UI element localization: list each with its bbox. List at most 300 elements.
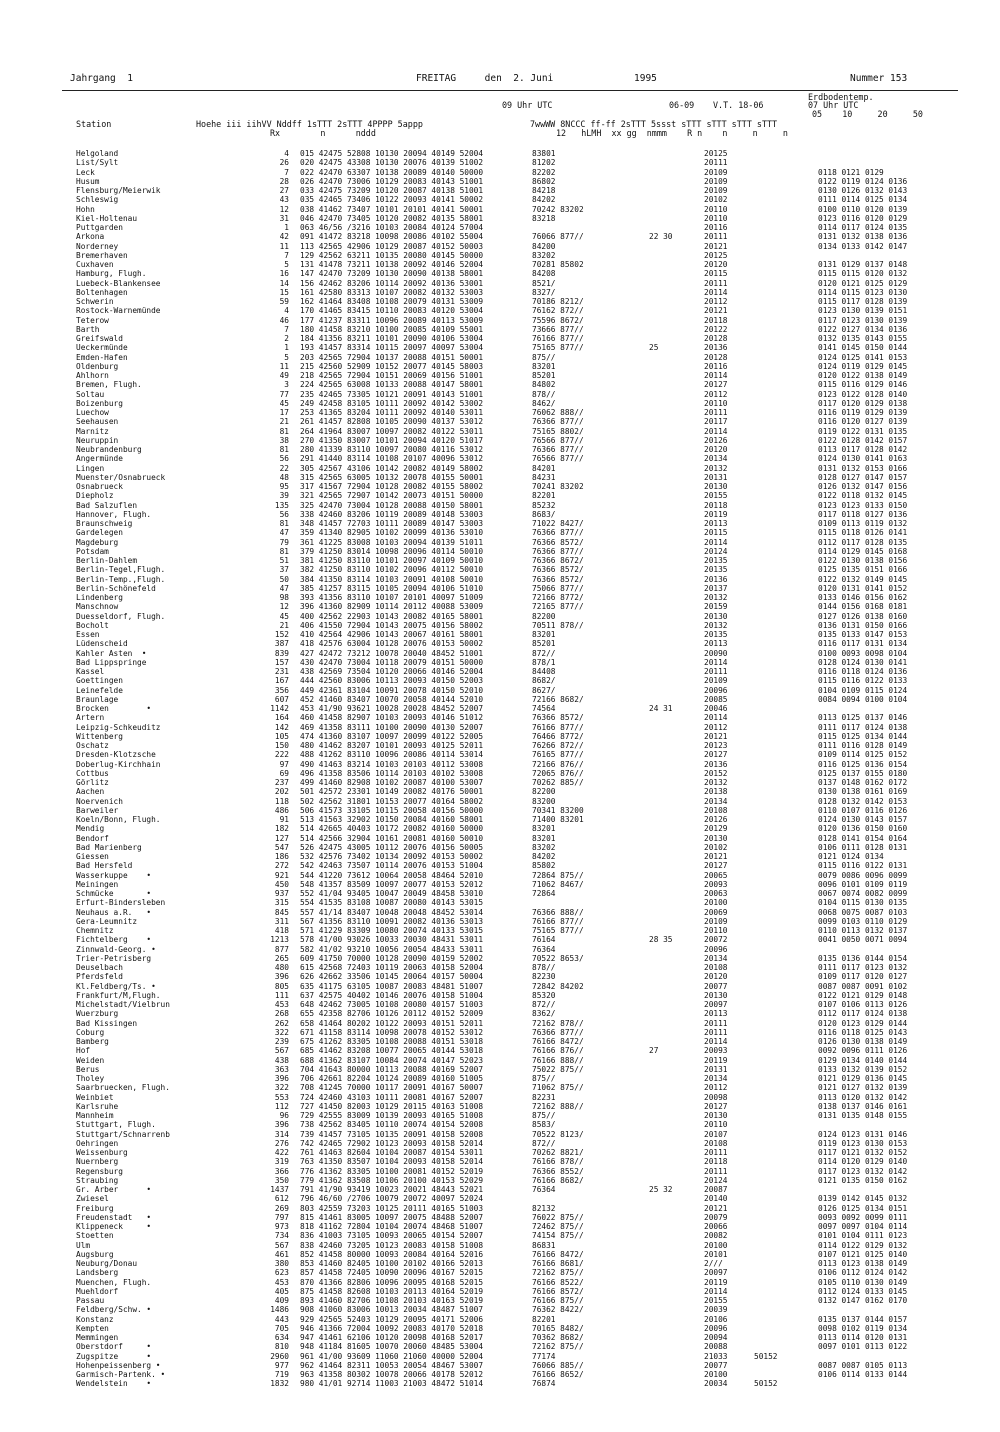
synop-groups: 548 41357 83509 10097 20077 40153 52012	[300, 879, 484, 889]
synop-groups: 980 41/01 92714 11003 21003 48472 51014	[300, 1379, 484, 1389]
table-row	[64, 1185, 954, 1194]
synop-groups: 026 42470 73006 10129 20083 40143 51001	[300, 176, 484, 186]
table-row	[64, 1370, 954, 1379]
station-name: Bad Hersfeld	[76, 861, 133, 871]
station-name: Feldberg/Schw. •	[76, 1305, 152, 1315]
synop-groups: 396 41360 82909 10114 20112 40088 53009	[300, 602, 484, 612]
station-elevation: 167	[274, 676, 289, 686]
extra-groups: 70262 8821/	[532, 1148, 584, 1157]
synop-groups: 637 42575 40402 10146 20076 40158 51004	[300, 990, 484, 1000]
date-label: FREITAG den 2. Juni	[416, 73, 554, 84]
station-elevation: 118	[274, 796, 289, 806]
soil-temps: 0099 0103 0110 0129	[818, 916, 908, 926]
synop-groups: 544 41220 73612 10064 20058 48464 52010	[300, 870, 484, 880]
soil-temps: 0130 0138 0161 0169	[818, 787, 908, 797]
station-name: Weiden	[76, 1055, 105, 1065]
soil-temps: 0098 0102 0119 0134	[818, 1323, 908, 1333]
station-elevation: 734	[274, 1231, 289, 1241]
extra-groups: 8521/	[532, 278, 556, 288]
synop-groups: 410 42564 42906 10143 20067 40161 58001	[300, 630, 484, 639]
soil-temps: 0122 0127 0134 0136	[818, 324, 908, 334]
station-elevation: 26	[279, 158, 289, 168]
station-name: Freudenstadt •	[76, 1212, 152, 1222]
extra-groups: 70165 8482/	[532, 1323, 584, 1333]
min-temp: 20152	[704, 768, 728, 778]
issue-number: Nummer 153	[850, 73, 908, 84]
station-name: Duesseldorf, Flugh.	[76, 611, 166, 621]
station-name: Tholey	[76, 1074, 105, 1083]
station-name: Greifswald	[76, 334, 123, 343]
synop-groups: 177 41237 83311 10096 20089 40113 53009	[300, 315, 484, 325]
extra-groups: 76165 877//	[532, 750, 584, 760]
station-elevation: 16	[279, 269, 289, 279]
extra-groups: 72162 878//	[532, 1018, 584, 1028]
min-temp: 20155	[704, 491, 728, 501]
soil-temps: 0123 0123 0133 0150	[818, 500, 908, 510]
station-name: Cuxhaven	[76, 260, 114, 269]
station-name: Bad Kissingen	[76, 1018, 138, 1028]
station-elevation: 350	[274, 1175, 289, 1185]
extra-groups: 74564	[532, 704, 556, 713]
station-name: Schwerin	[76, 297, 114, 306]
extra-groups: 875//	[532, 1111, 556, 1120]
soil-temps: 0106 0112 0124 0142	[818, 1268, 908, 1278]
extra-groups: 84202	[532, 195, 556, 205]
synop-groups: 156 42462 83206 10114 20092 40136 53001	[300, 278, 484, 288]
min-temp: 20116	[704, 223, 728, 232]
soil-temps: 0101 0104 0111 0123	[818, 1231, 908, 1241]
station-name: Doberlug-Kirchhain	[76, 759, 161, 769]
min-temp: 20100	[704, 898, 728, 908]
table-row	[64, 760, 954, 769]
min-temp: 20114	[704, 287, 728, 297]
min-temp: 20130	[704, 1111, 728, 1120]
station-elevation: 396	[274, 1074, 289, 1083]
min-temp: 20111	[704, 1018, 728, 1028]
station-name: Soltau	[76, 389, 105, 399]
synop-groups: 853 41460 82405 10100 20102 40166 52013	[300, 1259, 484, 1268]
station-elevation: 202	[274, 787, 289, 797]
min-temp: 20118	[704, 315, 728, 325]
station-name: Berlin-Dahlem	[76, 556, 138, 565]
table-row	[64, 1361, 954, 1370]
station-elevation: 5	[284, 260, 289, 269]
table-row	[64, 797, 954, 806]
synop-groups: 193 41457 83314 10115 20097 40097 53004	[300, 343, 484, 353]
synop-groups: 526 42475 43005 10112 20076 40156 50005	[300, 842, 484, 852]
synop-groups: 348 41457 72703 10111 20089 40147 53003	[300, 519, 484, 528]
extra-groups: 84200	[532, 241, 556, 251]
synop-groups: 406 41550 72904 10143 20075 40156 58002	[300, 620, 484, 630]
synop-groups: 170 41465 83415 10110 20083 40120 53004	[300, 306, 484, 316]
table-row	[64, 445, 954, 454]
station-name: Angermünde	[76, 454, 123, 464]
station-name: Chemnitz	[76, 926, 114, 935]
station-elevation: 607	[274, 694, 289, 704]
extra-groups: 76366 877//	[532, 445, 584, 454]
soil-temps: 0125 0137 0155 0180	[818, 768, 908, 778]
table-row	[64, 991, 954, 1000]
station-name: Oldenburg	[76, 361, 119, 371]
station-elevation: 486	[274, 805, 289, 815]
extra-groups: 76366 8572/	[532, 565, 584, 575]
station-elevation: 239	[274, 1037, 289, 1046]
table-row	[64, 269, 954, 278]
station-elevation: 81	[279, 426, 289, 436]
table-row	[64, 639, 954, 648]
station-elevation: 705	[274, 1323, 289, 1333]
extra-groups: 83202	[532, 842, 556, 852]
extra-groups: 75066 877//	[532, 583, 584, 593]
extra-groups: 8583/	[532, 1120, 556, 1130]
synop-groups: 502 42562 31801 10153 20077 40164 58002	[300, 796, 484, 806]
extra-groups: 8627/	[532, 685, 556, 695]
table-row	[64, 1046, 954, 1055]
synop-groups: 648 42462 73005 10108 20080 40157 51003	[300, 1000, 484, 1009]
synop-groups: 875 41458 82608 10103 20113 40164 52019	[300, 1286, 484, 1296]
min-temp: 20094	[704, 1333, 728, 1342]
synop-groups: 557 41/14 83407 10048 20048 48452 53014	[300, 907, 484, 917]
station-elevation: 3	[284, 380, 289, 390]
extra-groups: 75596 8672/	[532, 315, 584, 325]
station-elevation: 443	[274, 1314, 289, 1324]
extra-groups: 76566 877//	[532, 454, 584, 464]
soil-temps: 0117 0123 0130 0139	[818, 315, 908, 325]
soil-temps: 0138 0137 0146 0161	[818, 1101, 908, 1111]
table-row	[64, 390, 954, 399]
station-name: Frankfurt/M,Flugh.	[76, 990, 161, 1000]
synop-groups: 305 42567 43106 10142 20082 40149 58002	[300, 463, 484, 473]
min-temp: 20110	[704, 204, 728, 214]
station-elevation: 810	[274, 1342, 289, 1352]
min-temp: 20111	[704, 667, 728, 676]
synop-groups: 129 42562 63211 10135 20080 40145 50000	[300, 250, 484, 260]
extra-groups: 84802	[532, 380, 556, 390]
min-temp: 20100	[704, 1370, 728, 1379]
table-row	[64, 251, 954, 260]
station-name: Manschnow	[76, 602, 119, 612]
station-elevation: 366	[274, 1166, 289, 1176]
extra-groups: 76162 872//	[532, 306, 584, 316]
extra-groups: 81202	[532, 158, 556, 168]
table-row	[64, 501, 954, 510]
min-temp: 20121	[704, 852, 728, 861]
synop-groups: 776 41362 83305 10100 20081 40152 52019	[300, 1166, 484, 1176]
table-row	[64, 649, 954, 658]
table-row	[64, 769, 954, 778]
synop-groups: 480 41462 83207 10101 20093 40125 52011	[300, 741, 484, 750]
soil-temps: 0128 0124 0130 0141	[818, 657, 908, 667]
station-elevation: 11	[279, 361, 289, 371]
soil-temps: 0109 0117 0120 0127	[818, 972, 908, 982]
min-temp: 20115	[704, 528, 728, 538]
station-name: Garmisch-Partenk. •	[76, 1370, 166, 1379]
soil-temps: 0120 0131 0141 0152	[818, 583, 908, 593]
table-row	[64, 704, 954, 713]
table-row	[64, 436, 954, 445]
table-row	[64, 1222, 954, 1231]
station-elevation: 262	[274, 1018, 289, 1028]
table-row	[64, 945, 954, 954]
extra-groups: 76166 8522/	[532, 1277, 584, 1287]
station-name: Wendelstein •	[76, 1379, 152, 1389]
synop-groups: 626 42662 33506 10145 20064 40157 50004	[300, 972, 484, 982]
station-name: Neubrandenburg	[76, 445, 142, 454]
table-row	[64, 815, 954, 824]
soil-temps: 0107 0121 0125 0140	[818, 1249, 908, 1259]
synop-groups: 763 41350 83507 10104 20093 40158 52014	[300, 1157, 484, 1167]
station-elevation: 453	[274, 1277, 289, 1287]
station-name: Rostock-Warnemünde	[76, 306, 161, 316]
synop-groups: 215 42560 52909 10152 20077 40145 58003	[300, 361, 484, 371]
synop-groups: 496 41358 83506 10114 20103 40102 53008	[300, 768, 484, 778]
extra-groups: 72162 888//	[532, 1101, 584, 1111]
soil-temps: 0079 0086 0096 0099	[818, 870, 908, 880]
synop-groups: 688 41362 83107 10084 20074 40147 52023	[300, 1055, 484, 1065]
station-name: Regensburg	[76, 1166, 123, 1176]
station-elevation: 77	[279, 389, 289, 399]
station-elevation: 2	[284, 334, 289, 343]
synop-groups: 635 41175 63105 10087 20083 48481 51007	[300, 981, 484, 991]
gust-values: 24 31	[649, 704, 673, 713]
soil-temps: 0115 0125 0134 0144	[818, 731, 908, 741]
station-name: Hohenpeissenberg •	[76, 1360, 161, 1370]
extra-groups: 76166 876//	[532, 1046, 584, 1056]
soil-temps: 0117 0121 0132 0152	[818, 1148, 908, 1157]
soil-temps: 0112 0124 0133 0145	[818, 1286, 908, 1296]
station-elevation: 480	[274, 963, 289, 972]
table-row	[64, 380, 954, 389]
soil-temps: 0104 0109 0115 0124	[818, 685, 908, 695]
extra-groups: 76364	[532, 1185, 556, 1194]
table-row	[64, 464, 954, 473]
synop-groups: 180 41458 83210 10100 20085 40109 55001	[300, 324, 484, 334]
station-elevation: 47	[279, 583, 289, 593]
snow-group: 50152	[754, 1351, 778, 1361]
extra-groups: 72162 875//	[532, 1342, 584, 1352]
extra-groups: 83202	[532, 250, 556, 260]
soil-temps: 0131 0135 0148 0155	[818, 1111, 908, 1120]
synop-groups: 033 42475 73209 10120 20087 40138 51001	[300, 186, 484, 195]
synop-groups: 852 41458 80000 10093 20084 40164 52016	[300, 1249, 484, 1259]
table-row	[64, 972, 954, 981]
station-name: Karlsruhe	[76, 1101, 119, 1111]
extra-groups: 82132	[532, 1203, 556, 1213]
station-name: Goettingen	[76, 676, 123, 686]
station-elevation: 4	[284, 149, 289, 158]
table-row	[64, 1278, 954, 1287]
extra-groups: 76166 875//	[532, 1296, 584, 1305]
extra-groups: 72166 876//	[532, 759, 584, 769]
table-row	[64, 223, 954, 232]
station-name: Weinbiet	[76, 1092, 114, 1102]
table-row	[64, 232, 954, 241]
station-elevation: 937	[274, 889, 289, 898]
min-temp: 20108	[704, 1138, 728, 1148]
table-row	[64, 297, 954, 306]
station-elevation: 567	[274, 1240, 289, 1250]
table-row	[64, 1213, 954, 1222]
station-elevation: 450	[274, 879, 289, 889]
extra-groups: 72166 8772/	[532, 593, 584, 602]
min-temp: 20077	[704, 981, 728, 991]
soil-temps: 0120 0123 0129 0144	[818, 1018, 908, 1028]
extra-groups: 83218	[532, 213, 556, 223]
min-temp: 20125	[704, 149, 728, 158]
station-elevation: 977	[274, 1360, 289, 1370]
station-name: Görlitz	[76, 778, 109, 787]
station-elevation: 127	[274, 833, 289, 843]
table-row	[64, 732, 954, 741]
station-elevation: 268	[274, 1009, 289, 1019]
min-temp: 20125	[704, 250, 728, 260]
table-row	[64, 168, 954, 177]
station-name: Brocken •	[76, 704, 152, 713]
station-elevation: 97	[279, 759, 289, 769]
synop-groups: 063 46/56 /3216 10103 20084 40124 57004	[300, 223, 484, 232]
station-table	[64, 149, 954, 1389]
station-elevation: 7	[284, 167, 289, 177]
synop-groups: 724 42460 43103 10111 20081 40167 52007	[300, 1092, 484, 1102]
extra-groups: 82231	[532, 1092, 556, 1102]
extra-groups: 72162 875//	[532, 1268, 584, 1278]
station-name: Gardelegen	[76, 528, 123, 538]
min-temp: 20087	[704, 1185, 728, 1194]
table-row	[64, 242, 954, 251]
synop-groups: 532 42576 73402 10134 20092 40153 50002	[300, 852, 484, 861]
min-temp: 20132	[704, 620, 728, 630]
synop-groups: 908 41060 83006 10013 20034 48487 51007	[300, 1305, 484, 1315]
station-name: Magdeburg	[76, 537, 119, 547]
table-row	[64, 778, 954, 787]
synop-groups: 685 41462 83208 10077 20065 40144 53018	[300, 1046, 484, 1056]
station-name: Kiel-Holtenau	[76, 213, 138, 223]
synop-groups: 963 41358 80302 10078 20066 40178 52012	[300, 1370, 484, 1379]
min-temp: 20135	[704, 565, 728, 575]
station-name: Weissenburg	[76, 1148, 128, 1157]
min-temp: 20088	[704, 1342, 728, 1352]
station-name: Puttgarden	[76, 223, 123, 232]
soil-temps: 0124 0123 0131 0146	[818, 1129, 908, 1139]
table-row	[64, 1241, 954, 1250]
synop-groups: 280 41339 83110 10097 20080 40116 53012	[300, 445, 484, 454]
soil-temps: 0087 0087 0105 0113	[818, 1360, 908, 1370]
extra-groups: 76364	[532, 944, 556, 954]
soil-temps: 0114 0120 0129 0140	[818, 1157, 908, 1167]
station-name: Muenster/Osnabrueck	[76, 472, 166, 482]
synop-groups: 499 41460 82908 10102 20087 40100 53007	[300, 778, 484, 787]
soil-temps: 0128 0127 0147 0157	[818, 472, 908, 482]
soil-temps: 0087 0087 0091 0102	[818, 981, 908, 991]
min-temp: 20108	[704, 963, 728, 972]
min-temp: 20098	[704, 1092, 728, 1102]
extra-groups: 70186 8212/	[532, 297, 584, 306]
min-temp: 20107	[704, 1129, 728, 1139]
extra-groups: 82230	[532, 972, 556, 982]
station-name: Oschatz	[76, 741, 109, 750]
synop-groups: 444 42560 83006 10113 20093 40150 52003	[300, 676, 484, 686]
soil-temps: 0106 0114 0133 0144	[818, 1370, 908, 1379]
synop-groups: 015 42475 52808 10130 20094 40149 52004	[300, 149, 484, 158]
soil-temps: 0116 0117 0131 0134	[818, 639, 908, 649]
synop-groups: 469 41358 83111 10100 20090 40130 52007	[300, 722, 484, 732]
table-row	[64, 538, 954, 547]
col-station: Station	[76, 119, 112, 129]
table-row	[64, 880, 954, 889]
soil-temps: 0126 0130 0138 0149	[818, 1037, 908, 1046]
table-row	[64, 1204, 954, 1213]
station-elevation: 15	[279, 287, 289, 297]
soil-temps: 0135 0136 0144 0154	[818, 953, 908, 963]
station-elevation: 409	[274, 1296, 289, 1305]
soil-temps: 0116 0118 0125 0143	[818, 1027, 908, 1037]
soil-temps: 0122 0128 0142 0157	[818, 435, 908, 445]
table-row	[64, 1139, 954, 1148]
soil-temps: 0121 0129 0136 0145	[818, 1074, 908, 1083]
extra-groups: 84231	[532, 472, 556, 482]
station-elevation: 22	[279, 463, 289, 473]
station-name: Stuttgart/Schnarrenb	[76, 1129, 170, 1139]
soil-temps: 0118 0121 0129	[818, 167, 884, 177]
table-row	[64, 1102, 954, 1111]
station-elevation: 845	[274, 907, 289, 917]
min-temp: 20119	[704, 1055, 728, 1065]
soil-temps: 0115 0116 0122 0133	[818, 676, 908, 686]
station-elevation: 186	[274, 852, 289, 861]
table-row	[64, 1194, 954, 1203]
min-temp: 20138	[704, 787, 728, 797]
soil-temps: 0110 0107 0116 0126	[818, 805, 908, 815]
extra-groups: 85320	[532, 990, 556, 1000]
table-row	[64, 602, 954, 611]
soil-temps: 0116 0119 0129 0139	[818, 408, 908, 417]
header-rule	[62, 90, 958, 91]
station-elevation: 47	[279, 528, 289, 538]
station-elevation: 56	[279, 509, 289, 519]
station-elevation: 46	[279, 315, 289, 325]
table-row	[64, 612, 954, 621]
table-row	[64, 1056, 954, 1065]
synop-groups: 729 42555 83009 10139 20093 40165 51008	[300, 1111, 484, 1120]
synop-groups: 452 41460 83407 10070 20058 40144 52010	[300, 694, 484, 704]
soil-temps: 0106 0111 0128 0131	[818, 842, 908, 852]
synop-groups: 321 42565 72907 10142 20073 40151 50000	[300, 491, 484, 501]
extra-groups: 85232	[532, 500, 556, 510]
col-group: 7wwWW 8NCCC ff-ff 2sTTT 5ssst sTTT sTTT sTTT sTTT	[530, 119, 778, 129]
extra-groups: 76166 8682/	[532, 1175, 584, 1185]
station-name: Hannover, Flugh.	[76, 509, 152, 519]
soil-temps: 0115 0116 0122 0131	[818, 861, 908, 871]
table-row	[64, 371, 954, 380]
station-elevation: 418	[274, 926, 289, 935]
synop-groups: 427 42472 73212 10078 20040 48452 51001	[300, 648, 484, 658]
station-elevation: 42	[279, 232, 289, 242]
station-name: Helgoland	[76, 149, 119, 158]
table-row	[64, 306, 954, 315]
station-elevation: 380	[274, 1259, 289, 1268]
station-name: Straubing	[76, 1175, 119, 1185]
synop-groups: 381 41250 83110 10101 20097 40109 50010	[300, 556, 484, 565]
min-temp: 20072	[704, 935, 728, 945]
table-row	[64, 1000, 954, 1009]
extra-groups: 84408	[532, 667, 556, 676]
min-temp: 20111	[704, 1166, 728, 1176]
extra-groups: 82202	[532, 167, 556, 177]
synop-groups: 554 41535 83108 10087 20080 40143 53015	[300, 898, 484, 908]
station-elevation: 91	[279, 815, 289, 824]
station-elevation: 553	[274, 1092, 289, 1102]
soil-temps: 0113 0120 0132 0142	[818, 1092, 908, 1102]
